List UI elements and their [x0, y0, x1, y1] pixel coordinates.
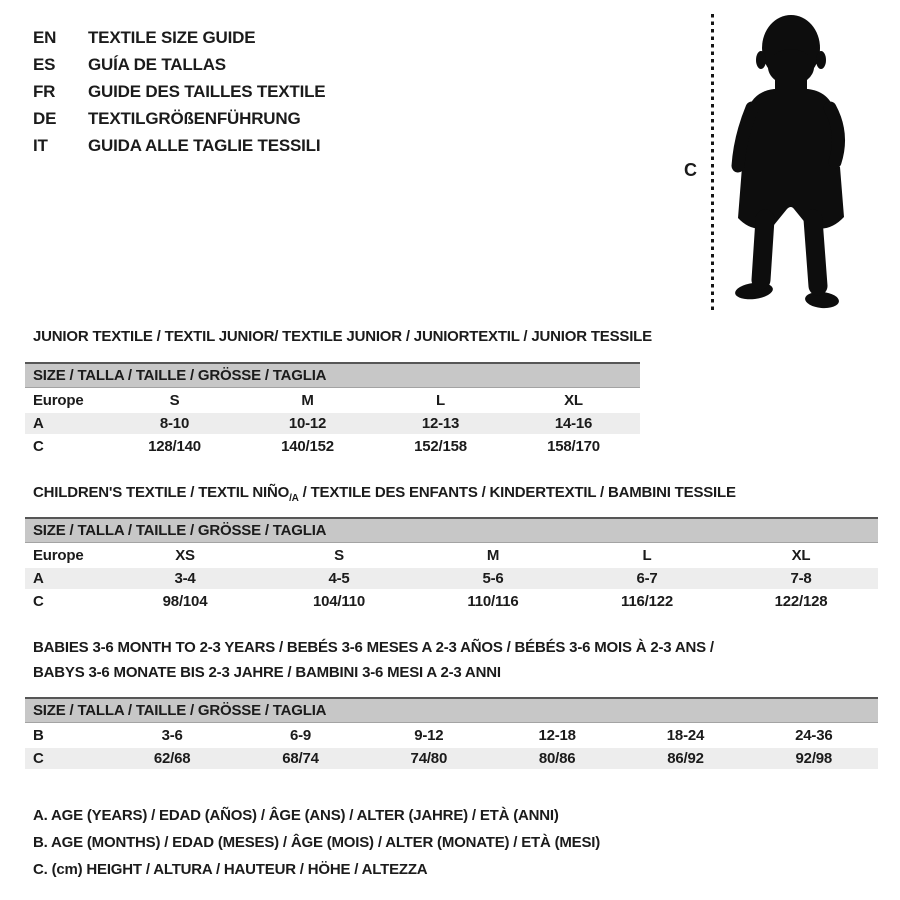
language-title: TEXTILGRÖßENFÜHRUNG [88, 109, 301, 128]
children-title-text: CHILDREN'S TEXTILE / TEXTIL NIÑO [33, 484, 290, 501]
age-cell: 3-4 [174, 570, 196, 587]
junior-section-title: JUNIOR TEXTILE / TEXTIL JUNIOR/ TEXTILE JUNIOR / JUNIORTEXTIL / JUNIOR TESSILE [33, 328, 652, 345]
table-row-age-years [25, 568, 878, 589]
language-code: IT [33, 136, 48, 155]
table-row-height-cm [25, 589, 878, 613]
children-title-subscript: /A [289, 493, 299, 504]
language-title: GUÍA DE TALLAS [88, 55, 226, 74]
children-size-table [25, 517, 878, 613]
legend-line-c: C. (cm) HEIGHT / ALTURA / HAUTEUR / HÖHE / ALTEZZA [33, 861, 428, 878]
height-cell: 98/104 [162, 592, 208, 610]
size-cell: XL [791, 547, 811, 564]
language-row-en [33, 24, 325, 51]
size-header-row: SIZE / TALLA / TAILLE / GRÖSSE / TAGLIA [25, 697, 878, 723]
language-row-fr [33, 78, 325, 105]
row-label: A [33, 570, 44, 587]
language-title: GUIDE DES TAILLES TEXTILE [88, 82, 326, 101]
height-cell: 80/86 [538, 750, 576, 767]
language-code: ES [33, 55, 56, 74]
row-label: Europe [33, 547, 84, 564]
language-row-es [33, 51, 325, 78]
size-cell: L [436, 392, 445, 409]
age-cell: 7-8 [790, 570, 812, 587]
height-cell: 62/68 [153, 750, 191, 767]
size-cell: M [486, 547, 500, 564]
table-row-age-years [25, 413, 640, 434]
age-cell: 4-5 [328, 570, 350, 587]
height-cell: 68/74 [282, 750, 319, 767]
babies-size-table [25, 697, 878, 769]
babies-title-line1: BABIES 3-6 MONTH TO 2-3 YEARS / BEBÉS 3-6 MESES A 2-3 AÑOS / BÉBÉS 3-6 MOIS À 2-3 ANS / [33, 639, 714, 656]
size-cell: XL [564, 392, 583, 409]
children-title-text: / TEXTILE DES ENFANTS / KINDERTEXTIL / BAMBINI TESSILE [298, 484, 736, 501]
age-cell: 18-24 [666, 727, 705, 744]
table-row-height-cm [25, 748, 878, 769]
size-cell: M [301, 392, 314, 409]
language-list [33, 24, 325, 159]
row-label: C [33, 592, 44, 610]
age-cell: 12-18 [538, 727, 576, 744]
age-cell: 6-7 [636, 570, 658, 587]
age-cell: 12-13 [421, 415, 460, 432]
height-cell: 158/170 [547, 437, 600, 455]
babies-section-title [33, 635, 714, 685]
row-label: Europe [33, 392, 84, 409]
height-cell: 152/158 [414, 437, 467, 455]
size-header-row: SIZE / TALLA / TAILLE / GRÖSSE / TAGLIA [25, 517, 878, 543]
junior-size-table [25, 362, 640, 458]
size-cell: L [642, 547, 652, 564]
table-row-europe [25, 543, 878, 568]
height-cell: 140/152 [281, 437, 334, 455]
language-code: DE [33, 109, 57, 128]
height-cell: 86/92 [667, 750, 704, 767]
language-title: GUIDA ALLE TAGLIE TESSILI [88, 136, 321, 155]
row-label: C [33, 437, 44, 455]
language-code: EN [33, 28, 57, 47]
baby-silhouette-icon [730, 12, 848, 312]
size-cell: XS [175, 547, 195, 564]
height-cell: 92/98 [795, 750, 833, 767]
table-row-age-months [25, 723, 878, 748]
row-label: A [33, 415, 44, 432]
height-cell: 104/110 [313, 592, 365, 610]
size-cell: S [334, 547, 344, 564]
age-cell: 5-6 [482, 570, 504, 587]
height-measure-label: C [684, 160, 697, 180]
age-cell: 9-12 [414, 727, 444, 744]
age-cell: 24-36 [795, 727, 833, 744]
language-title: TEXTILE SIZE GUIDE [88, 28, 256, 47]
language-row-it [33, 132, 325, 159]
age-cell: 10-12 [288, 415, 327, 432]
language-row-de [33, 105, 325, 132]
height-measure-dotted-line [711, 14, 714, 312]
row-label: C [33, 750, 44, 767]
size-cell: S [169, 392, 180, 409]
language-code: FR [33, 82, 56, 101]
age-cell: 6-9 [289, 727, 312, 744]
age-cell: 8-10 [159, 415, 190, 432]
height-cell: 122/128 [774, 592, 828, 610]
height-cell: 128/140 [148, 437, 201, 455]
table-row-height-cm [25, 434, 640, 458]
babies-title-line2: BABYS 3-6 MONATE BIS 2-3 JAHRE / BAMBINI 3-6 MESI A 2-3 ANNI [33, 664, 501, 681]
height-cell: 110/116 [467, 592, 519, 610]
children-section-title [33, 484, 736, 504]
legend-line-b: B. AGE (MONTHS) / EDAD (MESES) / ÂGE (MOIS) / ALTER (MONATE) / ETÀ (MESI) [33, 834, 601, 851]
age-cell: 3-6 [161, 727, 183, 744]
legend-line-a: A. AGE (YEARS) / EDAD (AÑOS) / ÂGE (ANS) / ALTER (JAHRE) / ETÀ (ANNI) [33, 807, 559, 824]
row-label: B [33, 727, 44, 744]
table-row-europe [25, 388, 640, 413]
height-cell: 116/122 [621, 592, 673, 610]
height-cell: 74/80 [410, 750, 448, 767]
legend [33, 802, 600, 883]
size-header-row: SIZE / TALLA / TAILLE / GRÖSSE / TAGLIA [25, 362, 640, 388]
age-cell: 14-16 [554, 415, 593, 432]
